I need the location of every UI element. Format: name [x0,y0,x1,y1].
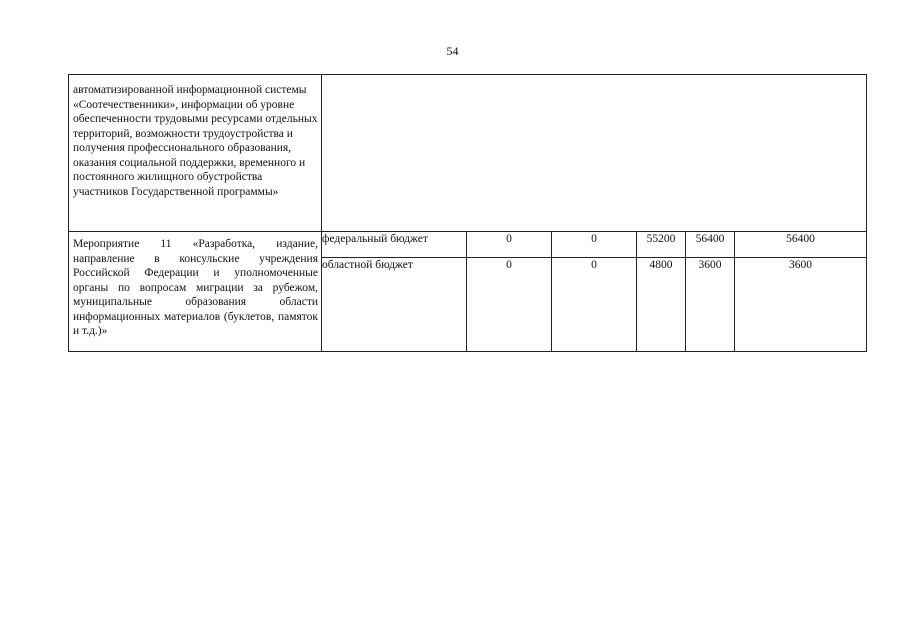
table-row [69,232,867,258]
funding-source: федеральный бюджет [322,232,467,258]
value-cell: 0 [467,258,552,352]
activity-description: Мероприятие 11 «Разработка, издание, направление в консульские учреждения Российской Федерации и уполномоченные органы по вопросам миграции за рубежом, муниципальные образования области информационных материалов (буклетов, памяток и т.д.)» [73,238,318,337]
value-cell: 4800 [637,258,686,352]
value-cell: 56400 [686,232,735,258]
value-cell: 0 [467,232,552,258]
value-cell: 0 [552,258,637,352]
value-cell: 56400 [735,232,867,258]
continuation-row [69,75,867,232]
page-number: 54 [446,44,459,58]
continuation-empty-cell [322,75,867,232]
value-cell: 55200 [637,232,686,258]
continuation-text: автоматизированной информационной системы «Соотечественники», информации об уровне обеспеченности трудовыми ресурсами отдельных территорий, возможности трудоустройства и получения профессионального образования, оказания социальной поддержки, временного и постоянного жилищного обустройства участников Государственной программы» [73,84,318,198]
value-cell: 3600 [735,258,867,352]
value-cell: 3600 [686,258,735,352]
budget-table [68,74,867,352]
activity-description-cell [69,232,322,352]
value-cell: 0 [552,232,637,258]
continuation-cell [69,75,322,232]
funding-source: областной бюджет [322,258,467,352]
